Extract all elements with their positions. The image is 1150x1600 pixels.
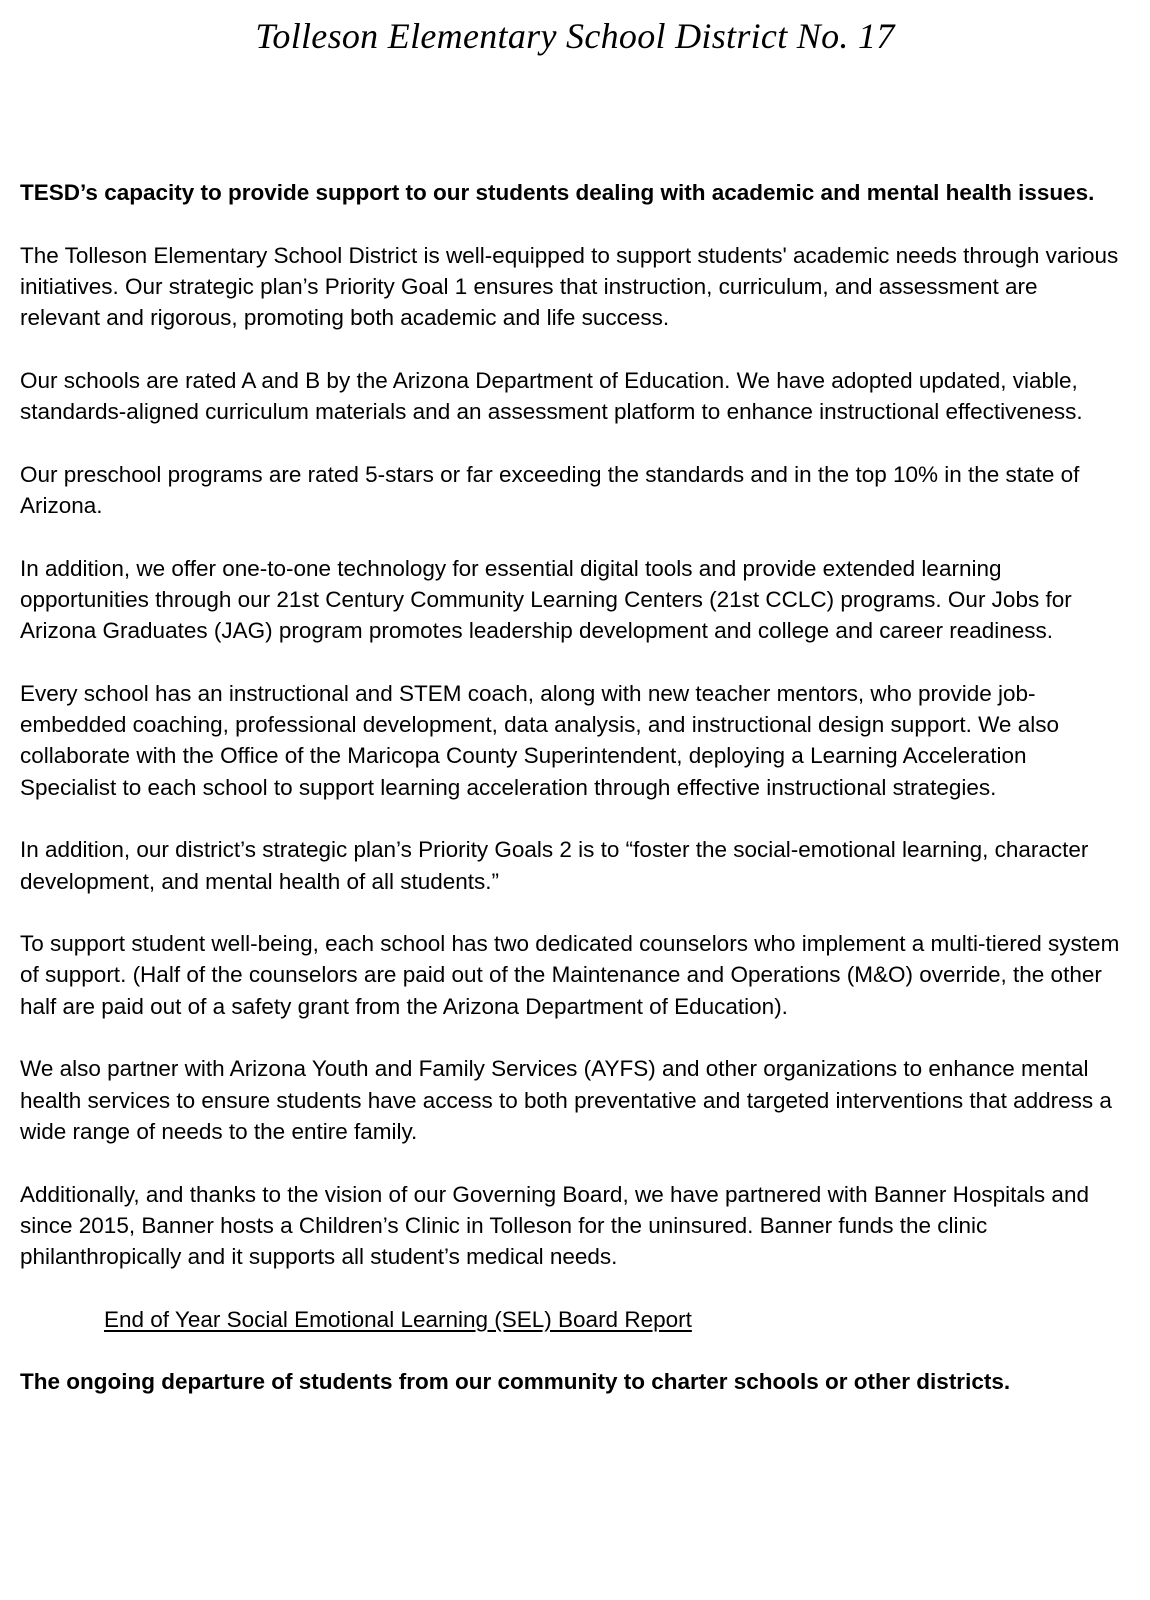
sel-report-link-line — [20, 1304, 1120, 1335]
paragraph-school-ratings: Our schools are rated A and B by the Arizona Department of Education. We have adopted updated, viable, standards-aligned curriculum materials and an assessment platform to enhance instructional effectiveness. — [20, 367, 1083, 425]
paragraph-counselors: To support student well-being, each school has two dedicated counselors who implement a multi-tiered system of support. (Half of the counselors are paid out of the Maintenance and Operations (M&O) override, the other half are paid out of a safety grant from the Arizona Department of Education). — [20, 931, 1120, 1019]
paragraph-priority-goal-2: In addition, our district’s strategic plan’s Priority Goals 2 is to “foster the social-emotional learning, character development, and mental health of all students.” — [20, 837, 1089, 894]
paragraph-coaching: Every school has an instructional and STEM coach, along with new teacher mentors, who provide job-embedded coaching, professional development, data analysis, and instructional design support. We also collaborate with the Office of the Maricopa County Superintendent, deploying a Learning Acceleration Specialist to each school to support learning acceleration through effective instructional strategies. — [20, 680, 1059, 800]
paragraph-ayfs-partnership: We also partner with Arizona Youth and Family Services (AYFS) and other organizations to enhance mental health services to ensure students have access to both preventative and targeted interventions that address a wide range of needs to the entire family. — [20, 1056, 1112, 1144]
paragraph-academic-needs: The Tolleson Elementary School District is well-equipped to support students' academic needs through various initiatives. Our strategic plan’s Priority Goal 1 ensures that instruction, curriculum, and assessment are relevant and rigorous, promoting both academic and life success. — [20, 242, 1119, 331]
paragraph-preschool: Our preschool programs are rated 5-stars or far exceeding the standards and in the top 10% in the state of Arizona. — [20, 461, 1080, 518]
section-heading-support-capacity: TESD’s capacity to provide support to our students dealing with academic and mental health issues. — [20, 180, 1095, 205]
section-heading-student-departure: The ongoing departure of students from our community to charter schools or other districts. — [20, 1369, 1011, 1395]
paragraph-technology-programs: In addition, we offer one-to-one technology for essential digital tools and provide extended learning opportunities through our 21st Century Community Learning Centers (21st CCLC) programs. Our Jobs for Arizona Graduates (JAG) program promotes leadership development and college and career readiness. — [20, 555, 1072, 644]
document-body — [20, 177, 1120, 1398]
document-title: Tolleson Elementary School District No. 17 — [255, 16, 895, 56]
sel-board-report-link[interactable]: End of Year Social Emotional Learning (SEL) Board Report — [104, 1306, 692, 1332]
paragraph-banner-clinic: Additionally, and thanks to the vision of our Governing Board, we have partnered with Banner Hospitals and since 2015, Banner hosts a Children’s Clinic in Tolleson for the uninsured. Banner funds the clinic philanthropically and it supports all student’s medical needs. — [20, 1181, 1089, 1270]
